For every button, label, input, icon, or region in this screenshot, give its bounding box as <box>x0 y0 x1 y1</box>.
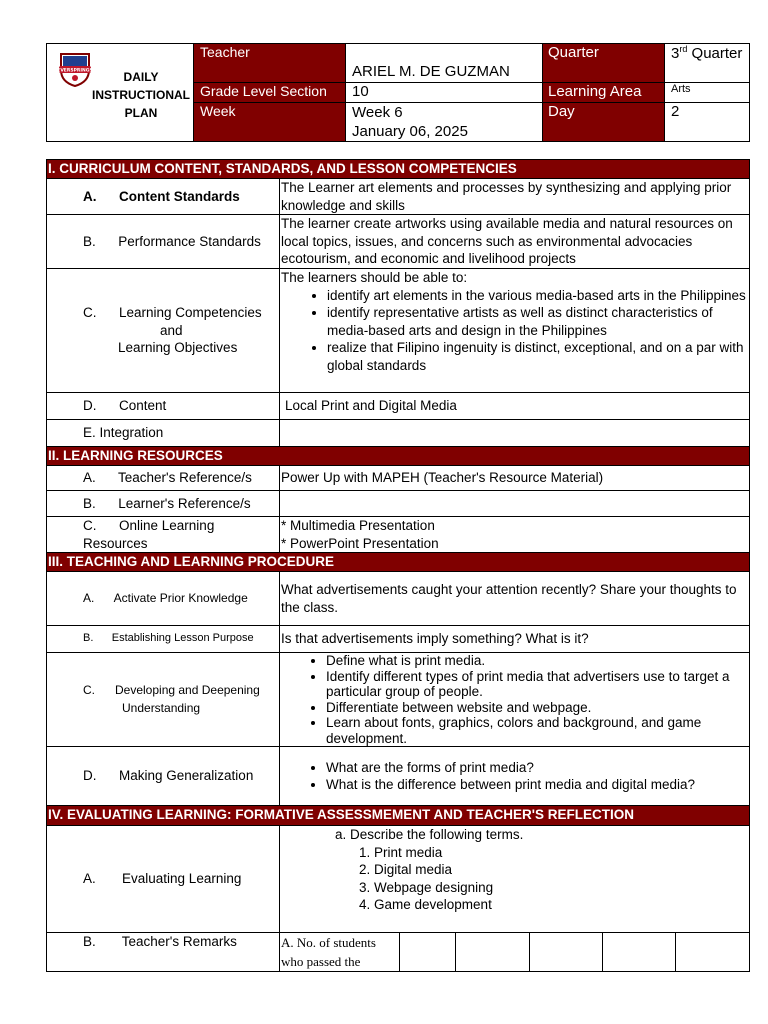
week-label: Week <box>194 103 346 142</box>
competencies-value: The learners should be able to: • identify art elements in the various media-based arts in the Philippines • identify representative artists as well as distinct characteristics of media-based arts and design in the Philippines • realize that Filipino ingenuity is distinct, exceptional, and on a par with global standards <box>280 269 750 393</box>
content-standards-value: The Learner art elements and processes by synthesizing and applying prior knowledge and skills <box>280 179 750 215</box>
list-item: • identify art elements in the various media-based arts in the Philippines <box>327 287 749 305</box>
header-table <box>46 43 750 142</box>
day-label: Day <box>543 103 665 142</box>
section-resources: II. LEARNING RESOURCES <box>47 447 750 466</box>
developing-label: C. Developing and Deepening Understanding <box>47 653 280 747</box>
online-resources-value: * Multimedia Presentation * PowerPoint Presentation <box>280 517 750 553</box>
teacher-value: ARIEL M. DE GUZMAN <box>346 44 543 83</box>
content-label: D. Content <box>47 393 280 420</box>
week-value: Week 6 January 06, 2025 <box>346 103 543 142</box>
section-procedure: III. TEACHING AND LEARNING PROCEDURE <box>47 553 750 572</box>
performance-standards-value: The learner create artworks using available media and natural resources on local topics, issues, and concerns such as environmental advocacies ecotourism, and economic and livelihood projects <box>280 215 750 269</box>
teacher-label: Teacher <box>194 44 346 83</box>
developing-list <box>280 653 749 746</box>
evaluating-outer-list <box>280 826 749 914</box>
main-table <box>46 159 750 972</box>
quarter-label: Quarter <box>543 44 665 83</box>
remarks-cell <box>530 933 603 971</box>
content-standards-label: A. Content Standards <box>47 179 280 215</box>
remarks-cell <box>676 933 750 971</box>
remarks-cell-passed: A. No. of students who passed the <box>280 933 400 971</box>
prior-knowledge-value: What advertisements caught your attention recently? Share your thoughts to the class. <box>280 572 750 626</box>
content-value: Local Print and Digital Media <box>280 393 750 420</box>
grade-label: Grade Level Section <box>194 83 346 103</box>
competencies-label: C. Learning Competencies and Learning Objectives <box>47 269 280 393</box>
remarks-grid <box>280 933 749 971</box>
list-item: • Identify different types of print media that advertisers use to target a particular group of people. <box>326 669 749 700</box>
area-value: Arts <box>665 83 750 103</box>
evaluating-label: A. Evaluating Learning <box>47 826 280 933</box>
list-item: • Differentiate between website and webpage. <box>326 700 749 716</box>
terms-list <box>350 844 749 914</box>
list-item: 3. Webpage designing <box>374 879 749 897</box>
quarter-value: 3rd Quarter <box>665 44 750 83</box>
remarks-cell <box>400 933 456 971</box>
list-item: • Define what is print media. <box>326 653 749 669</box>
generalization-label: D. Making Generalization <box>47 747 280 806</box>
remarks-label: B. Teacher's Remarks <box>47 933 280 972</box>
grade-value: 10 <box>346 83 543 103</box>
svg-text:EVERSPRINGS: EVERSPRINGS <box>57 68 93 74</box>
integration-value <box>280 420 750 447</box>
list-item: 4. Game development <box>374 896 749 914</box>
developing-value <box>280 653 750 747</box>
section-evaluating: IV. EVALUATING LEARNING: FORMATIVE ASSESSMEMENT AND TEACHER'S REFLECTION <box>47 806 750 826</box>
school-info-cell <box>47 44 194 142</box>
area-label: Learning Area <box>543 83 665 103</box>
list-item: a. Describe the following terms. 1. Print media 2. Digital media 3. Webpage designing 4. Game development <box>350 826 749 914</box>
list-item: • Learn about fonts, graphics, colors and background, and game development. <box>326 715 749 746</box>
list-item: 2. Digital media <box>374 861 749 879</box>
lesson-purpose-value: Is that advertisements imply something? What is it? <box>280 626 750 653</box>
online-resources-label: C. Online Learning Resources <box>47 517 280 553</box>
competencies-list <box>281 287 749 375</box>
generalization-value <box>280 747 750 806</box>
learner-reference-label: B. Learner's Reference/s <box>47 491 280 517</box>
day-value: 2 <box>665 103 750 142</box>
list-item: • realize that Filipino ingenuity is distinct, exceptional, and on a par with global standards <box>327 339 749 374</box>
teacher-reference-label: A. Teacher's Reference/s <box>47 466 280 491</box>
remarks-cell <box>603 933 676 971</box>
remarks-value <box>280 933 750 972</box>
performance-standards-label: B. Performance Standards <box>47 215 280 269</box>
school-logo <box>55 48 95 88</box>
generalization-list <box>280 759 749 794</box>
evaluating-value <box>280 826 750 933</box>
integration-label: E. Integration <box>47 420 280 447</box>
list-item: • What is the difference between print media and digital media? <box>326 776 749 794</box>
learner-reference-value <box>280 491 750 517</box>
remarks-cell <box>456 933 530 971</box>
lesson-purpose-label: B. Establishing Lesson Purpose <box>47 626 280 653</box>
list-item: • What are the forms of print media? <box>326 759 749 777</box>
section-curriculum: I. CURRICULUM CONTENT, STANDARDS, AND LESSON COMPETENCIES <box>47 160 750 179</box>
plan-title: DAILY INSTRUCTIONAL PLAN <box>92 70 190 120</box>
prior-knowledge-label: A. Activate Prior Knowledge <box>47 572 280 626</box>
list-item: 1. Print media <box>374 844 749 862</box>
list-item: • identify representative artists as well as distinct characteristics of media-based arts and design in the Philippines <box>327 304 749 339</box>
teacher-reference-value: Power Up with MAPEH (Teacher's Resource Material) <box>280 466 750 491</box>
